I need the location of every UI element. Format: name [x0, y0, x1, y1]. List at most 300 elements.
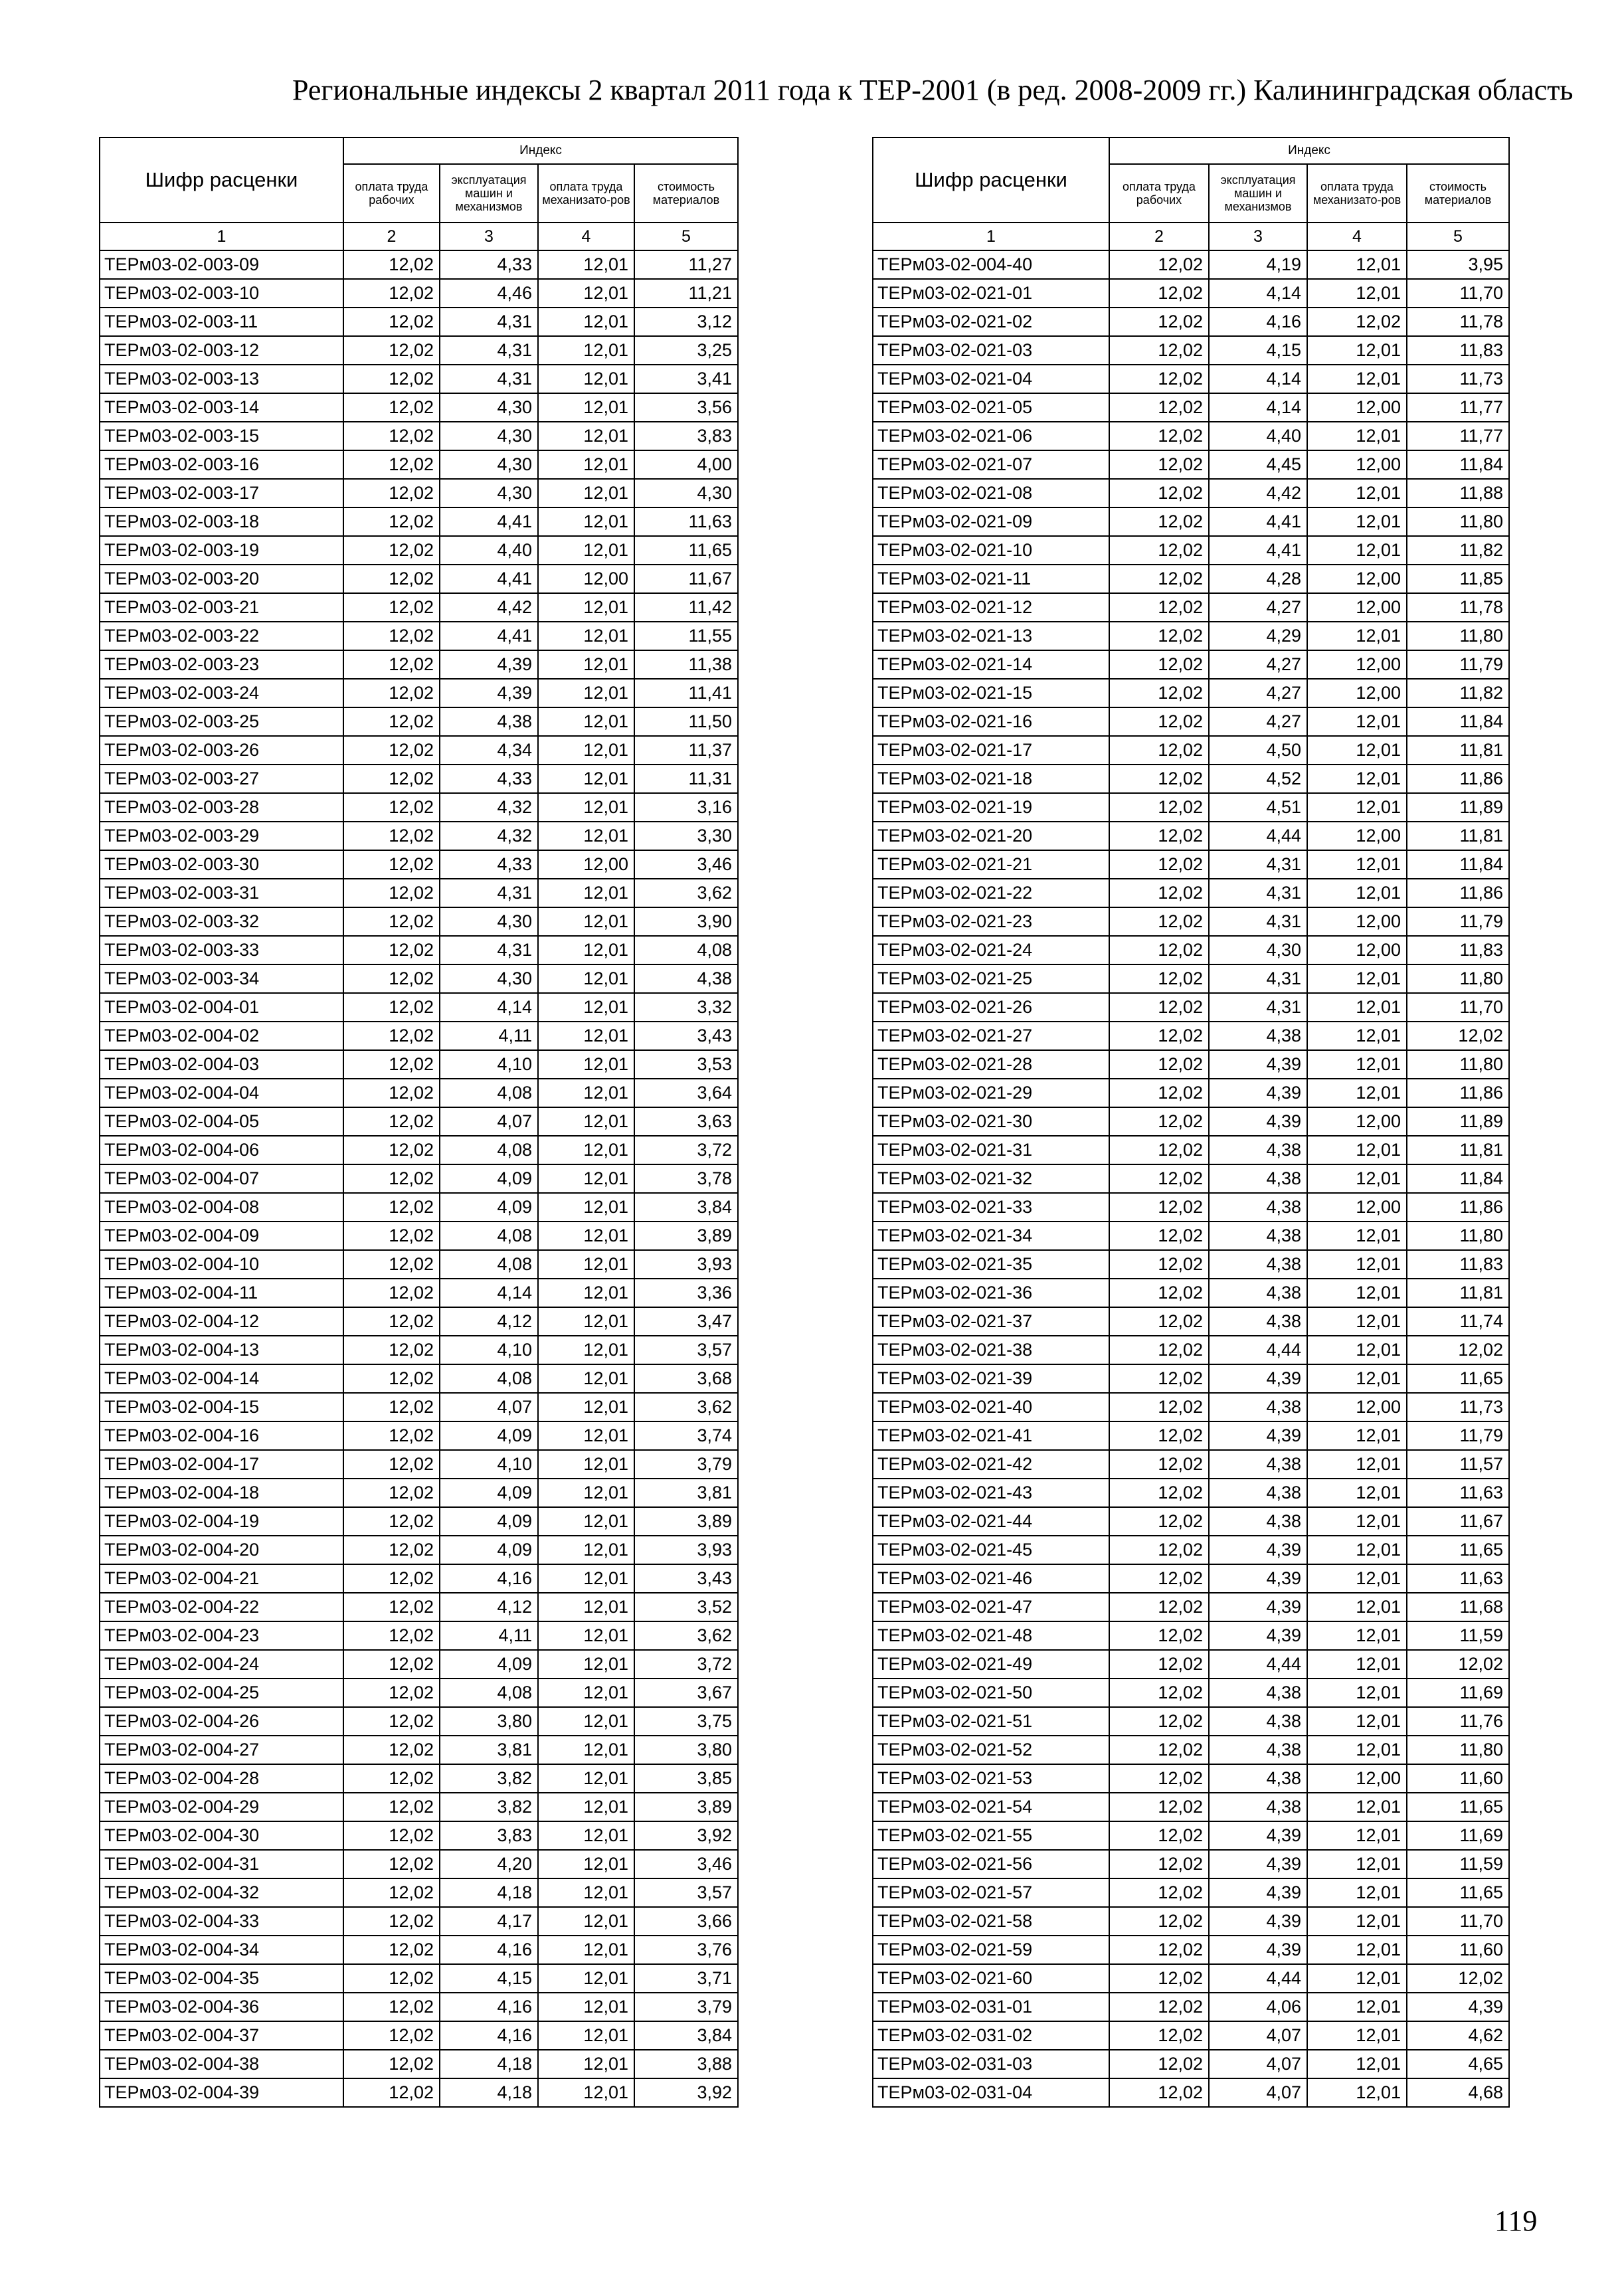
labor-index-cell: 12,02 [343, 422, 440, 450]
materials-index-cell: 11,80 [1407, 1222, 1509, 1250]
header-materials: стоимость материалов [634, 164, 738, 223]
labor-index-cell: 12,02 [1109, 1022, 1209, 1050]
rate-code-cell: ТЕРм03-02-021-55 [873, 1821, 1109, 1850]
labor-index-cell: 12,02 [1109, 1878, 1209, 1907]
table-row [100, 393, 738, 422]
labor-index-cell: 12,02 [343, 1707, 440, 1736]
table-row [100, 450, 738, 479]
materials-index-cell: 11,73 [1407, 365, 1509, 393]
rate-code-cell: ТЕРм03-02-021-16 [873, 707, 1109, 736]
labor-index-cell: 12,02 [1109, 1336, 1209, 1364]
rate-code-cell: ТЕРм03-02-021-56 [873, 1850, 1109, 1878]
rate-code-cell: ТЕРм03-02-021-45 [873, 1536, 1109, 1564]
machinists-index-cell: 12,01 [538, 1079, 634, 1107]
machinists-index-cell: 12,01 [538, 2021, 634, 2050]
machinists-index-cell: 12,01 [1307, 1621, 1407, 1650]
machinists-index-cell: 12,01 [1307, 1022, 1407, 1050]
table-row [873, 1707, 1509, 1736]
table-row [873, 1279, 1509, 1307]
table-row [873, 1107, 1509, 1136]
machinists-index-cell: 12,01 [538, 308, 634, 336]
table-row [873, 907, 1509, 936]
labor-index-cell: 12,02 [343, 1507, 440, 1536]
machinists-index-cell: 12,01 [1307, 1279, 1407, 1307]
labor-index-cell: 12,02 [343, 2021, 440, 2050]
labor-index-cell: 12,02 [343, 1650, 440, 1679]
machinists-index-cell: 12,01 [538, 1821, 634, 1850]
table-row [873, 536, 1509, 565]
labor-index-cell: 12,02 [343, 1564, 440, 1593]
rate-code-cell: ТЕРм03-02-004-21 [100, 1564, 343, 1593]
machinists-index-cell: 12,01 [538, 707, 634, 736]
labor-index-cell: 12,02 [1109, 1222, 1209, 1250]
header-labor: оплата труда рабочих [343, 164, 440, 223]
machinists-index-cell: 12,01 [538, 1593, 634, 1621]
machines-index-cell: 4,31 [1209, 964, 1307, 993]
labor-index-cell: 12,02 [1109, 993, 1209, 1022]
table-row [873, 1593, 1509, 1621]
materials-index-cell: 12,02 [1407, 1650, 1509, 1679]
machinists-index-cell: 12,01 [1307, 1336, 1407, 1364]
header-index: Индекс [1109, 137, 1509, 164]
machines-index-cell: 4,31 [1209, 879, 1307, 907]
labor-index-cell: 12,02 [343, 1850, 440, 1878]
rate-code-cell: ТЕРм03-02-021-39 [873, 1364, 1109, 1393]
machines-index-cell: 4,46 [440, 279, 538, 308]
materials-index-cell: 3,83 [634, 422, 738, 450]
rate-code-cell: ТЕРм03-02-021-46 [873, 1564, 1109, 1593]
rate-code-cell: ТЕРм03-02-003-23 [100, 650, 343, 679]
rate-code-cell: ТЕРм03-02-003-27 [100, 765, 343, 793]
rate-code-cell: ТЕРм03-02-021-32 [873, 1164, 1109, 1193]
materials-index-cell: 11,70 [1407, 279, 1509, 308]
rate-code-cell: ТЕРм03-02-003-33 [100, 936, 343, 964]
rate-code-cell: ТЕРм03-02-021-41 [873, 1421, 1109, 1450]
materials-index-cell: 3,66 [634, 1907, 738, 1936]
machines-index-cell: 4,30 [1209, 936, 1307, 964]
table-row [873, 993, 1509, 1022]
table-row [873, 1907, 1509, 1936]
machinists-index-cell: 12,01 [538, 793, 634, 822]
table-row [100, 1907, 738, 1936]
machines-index-cell: 4,14 [440, 993, 538, 1022]
rate-code-cell: ТЕРм03-02-004-15 [100, 1393, 343, 1421]
materials-index-cell: 11,70 [1407, 1907, 1509, 1936]
table-row [100, 1507, 738, 1536]
table-row [873, 1507, 1509, 1536]
machines-index-cell: 4,39 [1209, 1907, 1307, 1936]
rate-code-cell: ТЕРм03-02-003-18 [100, 507, 343, 536]
materials-index-cell: 11,84 [1407, 1164, 1509, 1193]
rate-code-cell: ТЕРм03-02-004-27 [100, 1736, 343, 1764]
machinists-index-cell: 12,01 [1307, 479, 1407, 507]
table-row [873, 1564, 1509, 1593]
rate-code-cell: ТЕРм03-02-004-25 [100, 1679, 343, 1707]
rate-code-cell: ТЕРм03-02-021-60 [873, 1964, 1109, 1993]
materials-index-cell: 11,65 [634, 536, 738, 565]
table-row [100, 279, 738, 308]
machines-index-cell: 4,08 [440, 1250, 538, 1279]
table-row [873, 279, 1509, 308]
table-row [873, 936, 1509, 964]
materials-index-cell: 3,57 [634, 1336, 738, 1364]
rate-code-cell: ТЕРм03-02-021-58 [873, 1907, 1109, 1936]
machines-index-cell: 4,38 [1209, 1136, 1307, 1164]
machinists-index-cell: 12,01 [1307, 850, 1407, 879]
machinists-index-cell: 12,01 [538, 1279, 634, 1307]
labor-index-cell: 12,02 [343, 1993, 440, 2021]
machines-index-cell: 4,27 [1209, 593, 1307, 622]
machines-index-cell: 4,14 [1209, 365, 1307, 393]
table-row [100, 1050, 738, 1079]
col-number: 3 [1209, 223, 1307, 250]
materials-index-cell: 11,37 [634, 736, 738, 765]
table-row [100, 1421, 738, 1450]
table-row [873, 707, 1509, 736]
labor-index-cell: 12,02 [1109, 679, 1209, 707]
labor-index-cell: 12,02 [1109, 507, 1209, 536]
rate-code-cell: ТЕРм03-02-004-29 [100, 1793, 343, 1821]
table-row [873, 822, 1509, 850]
rate-code-cell: ТЕРм03-02-021-12 [873, 593, 1109, 622]
machines-index-cell: 4,44 [1209, 1336, 1307, 1364]
header-machinists: оплата труда механизато-ров [538, 164, 634, 223]
machinists-index-cell: 12,01 [538, 1536, 634, 1564]
machines-index-cell: 4,31 [1209, 907, 1307, 936]
machines-index-cell: 3,82 [440, 1764, 538, 1793]
table-row [873, 1650, 1509, 1679]
labor-index-cell: 12,02 [343, 1736, 440, 1764]
machinists-index-cell: 12,01 [538, 250, 634, 279]
table-row [873, 1964, 1509, 1993]
materials-index-cell: 3,84 [634, 1193, 738, 1222]
labor-index-cell: 12,02 [343, 1136, 440, 1164]
machines-index-cell: 4,38 [1209, 1736, 1307, 1764]
labor-index-cell: 12,02 [343, 879, 440, 907]
rate-code-cell: ТЕРм03-02-021-17 [873, 736, 1109, 765]
machines-index-cell: 4,42 [440, 593, 538, 622]
labor-index-cell: 12,02 [343, 1878, 440, 1907]
machines-index-cell: 4,39 [1209, 1079, 1307, 1107]
materials-index-cell: 11,79 [1407, 1421, 1509, 1450]
machines-index-cell: 4,31 [440, 936, 538, 964]
materials-index-cell: 11,59 [1407, 1850, 1509, 1878]
materials-index-cell: 11,85 [1407, 565, 1509, 593]
header-machines: эксплуатация машин и механизмов [1209, 164, 1307, 223]
table-row [873, 1878, 1509, 1907]
materials-index-cell: 11,65 [1407, 1536, 1509, 1564]
labor-index-cell: 12,02 [343, 1936, 440, 1964]
materials-index-cell: 3,43 [634, 1022, 738, 1050]
rate-code-cell: ТЕРм03-02-003-16 [100, 450, 343, 479]
materials-index-cell: 3,16 [634, 793, 738, 822]
labor-index-cell: 12,02 [343, 1536, 440, 1564]
machines-index-cell: 4,38 [1209, 1764, 1307, 1793]
labor-index-cell: 12,02 [343, 1593, 440, 1621]
rate-code-cell: ТЕРм03-02-021-38 [873, 1336, 1109, 1364]
machinists-index-cell: 12,00 [1307, 1107, 1407, 1136]
materials-index-cell: 3,78 [634, 1164, 738, 1193]
machines-index-cell: 4,33 [440, 850, 538, 879]
machines-index-cell: 4,38 [1209, 1164, 1307, 1193]
rate-code-cell: ТЕРм03-02-003-17 [100, 479, 343, 507]
labor-index-cell: 12,02 [1109, 479, 1209, 507]
machinists-index-cell: 12,01 [538, 1450, 634, 1479]
labor-index-cell: 12,02 [1109, 336, 1209, 365]
machines-index-cell: 4,08 [440, 1079, 538, 1107]
materials-index-cell: 11,82 [1407, 536, 1509, 565]
machinists-index-cell: 12,01 [538, 279, 634, 308]
rate-code-cell: ТЕРм03-02-021-20 [873, 822, 1109, 850]
materials-index-cell: 11,21 [634, 279, 738, 308]
materials-index-cell: 11,59 [1407, 1621, 1509, 1650]
labor-index-cell: 12,02 [1109, 2078, 1209, 2107]
materials-index-cell: 3,62 [634, 879, 738, 907]
machines-index-cell: 4,41 [440, 565, 538, 593]
labor-index-cell: 12,02 [343, 993, 440, 1022]
machines-index-cell: 4,10 [440, 1050, 538, 1079]
machinists-index-cell: 12,01 [538, 936, 634, 964]
machinists-index-cell: 12,01 [1307, 964, 1407, 993]
labor-index-cell: 12,02 [1109, 2050, 1209, 2078]
rate-code-cell: ТЕРм03-02-004-03 [100, 1050, 343, 1079]
rate-code-cell: ТЕРм03-02-021-49 [873, 1650, 1109, 1679]
labor-index-cell: 12,02 [1109, 250, 1209, 279]
labor-index-cell: 12,02 [343, 479, 440, 507]
rate-code-cell: ТЕРм03-02-004-19 [100, 1507, 343, 1536]
rate-code-cell: ТЕРм03-02-021-07 [873, 450, 1109, 479]
table-row [873, 1821, 1509, 1850]
rate-code-cell: ТЕРм03-02-004-35 [100, 1964, 343, 1993]
machines-index-cell: 4,50 [1209, 736, 1307, 765]
labor-index-cell: 12,02 [343, 507, 440, 536]
rate-code-cell: ТЕРм03-02-004-28 [100, 1764, 343, 1793]
machinists-index-cell: 12,01 [538, 879, 634, 907]
table-row [100, 993, 738, 1022]
rate-code-cell: ТЕРм03-02-021-31 [873, 1136, 1109, 1164]
labor-index-cell: 12,02 [343, 1307, 440, 1336]
rate-code-cell: ТЕРм03-02-003-20 [100, 565, 343, 593]
rate-code-cell: ТЕРм03-02-004-33 [100, 1907, 343, 1936]
materials-index-cell: 3,72 [634, 1136, 738, 1164]
machines-index-cell: 4,12 [440, 1307, 538, 1336]
table-row [873, 850, 1509, 879]
rate-code-cell: ТЕРм03-02-004-09 [100, 1222, 343, 1250]
labor-index-cell: 12,02 [343, 593, 440, 622]
materials-index-cell: 3,92 [634, 1821, 738, 1850]
labor-index-cell: 12,02 [343, 1393, 440, 1421]
materials-index-cell: 3,52 [634, 1593, 738, 1621]
rate-code-cell: ТЕРм03-02-021-23 [873, 907, 1109, 936]
materials-index-cell: 3,72 [634, 1650, 738, 1679]
rate-code-cell: ТЕРм03-02-021-25 [873, 964, 1109, 993]
machinists-index-cell: 12,01 [1307, 1650, 1407, 1679]
rate-code-cell: ТЕРм03-02-004-12 [100, 1307, 343, 1336]
materials-index-cell: 11,69 [1407, 1821, 1509, 1850]
labor-index-cell: 12,02 [1109, 1136, 1209, 1164]
rate-code-cell: ТЕРм03-02-004-40 [873, 250, 1109, 279]
machinists-index-cell: 12,01 [1307, 1993, 1407, 2021]
rate-code-cell: ТЕРм03-02-021-24 [873, 936, 1109, 964]
materials-index-cell: 11,80 [1407, 1736, 1509, 1764]
table-row [100, 793, 738, 822]
materials-index-cell: 11,81 [1407, 1279, 1509, 1307]
machines-index-cell: 4,09 [440, 1193, 538, 1222]
machines-index-cell: 4,51 [1209, 793, 1307, 822]
rate-code-cell: ТЕРм03-02-021-27 [873, 1022, 1109, 1050]
labor-index-cell: 12,02 [1109, 736, 1209, 765]
machinists-index-cell: 12,01 [538, 1336, 634, 1364]
labor-index-cell: 12,02 [1109, 1421, 1209, 1450]
rate-code-cell: ТЕРм03-02-004-23 [100, 1621, 343, 1650]
table-row [100, 593, 738, 622]
machinists-index-cell: 12,01 [538, 1993, 634, 2021]
materials-index-cell: 11,65 [1407, 1364, 1509, 1393]
machines-index-cell: 4,39 [1209, 1564, 1307, 1593]
rate-code-cell: ТЕРм03-02-003-13 [100, 365, 343, 393]
materials-index-cell: 4,68 [1407, 2078, 1509, 2107]
rate-code-cell: ТЕРм03-02-003-11 [100, 308, 343, 336]
machines-index-cell: 4,41 [440, 622, 538, 650]
rate-code-cell: ТЕРм03-02-021-22 [873, 879, 1109, 907]
labor-index-cell: 12,02 [343, 964, 440, 993]
labor-index-cell: 12,02 [343, 1336, 440, 1364]
materials-index-cell: 11,42 [634, 593, 738, 622]
rate-code-cell: ТЕРм03-02-021-19 [873, 793, 1109, 822]
materials-index-cell: 3,75 [634, 1707, 738, 1736]
machines-index-cell: 4,30 [440, 422, 538, 450]
rate-code-cell: ТЕРм03-02-004-34 [100, 1936, 343, 1964]
labor-index-cell: 12,02 [343, 907, 440, 936]
col-number: 4 [1307, 223, 1407, 250]
table-row [873, 622, 1509, 650]
machinists-index-cell: 12,00 [538, 565, 634, 593]
machines-index-cell: 4,38 [1209, 1479, 1307, 1507]
rate-code-cell: ТЕРм03-02-003-14 [100, 393, 343, 422]
table-row [100, 622, 738, 650]
labor-index-cell: 12,02 [1109, 765, 1209, 793]
table-row [873, 479, 1509, 507]
machines-index-cell: 4,38 [1209, 1507, 1307, 1536]
table-row [100, 1364, 738, 1393]
labor-index-cell: 12,02 [343, 822, 440, 850]
machinists-index-cell: 12,00 [1307, 593, 1407, 622]
table-row [100, 822, 738, 850]
materials-index-cell: 11,60 [1407, 1936, 1509, 1964]
table-row [100, 336, 738, 365]
machinists-index-cell: 12,02 [1307, 308, 1407, 336]
machinists-index-cell: 12,00 [1307, 650, 1407, 679]
machines-index-cell: 4,08 [440, 1364, 538, 1393]
table-row [873, 736, 1509, 765]
table-row [100, 1650, 738, 1679]
machinists-index-cell: 12,01 [1307, 1907, 1407, 1936]
labor-index-cell: 12,02 [343, 308, 440, 336]
materials-index-cell: 3,89 [634, 1222, 738, 1250]
machinists-index-cell: 12,01 [538, 1250, 634, 1279]
machinists-index-cell: 12,01 [538, 1793, 634, 1821]
machines-index-cell: 4,44 [1209, 822, 1307, 850]
table-row [100, 1136, 738, 1164]
table-row [100, 736, 738, 765]
rate-code-cell: ТЕРм03-02-021-01 [873, 279, 1109, 308]
machinists-index-cell: 12,01 [1307, 2050, 1407, 2078]
machinists-index-cell: 12,01 [1307, 507, 1407, 536]
labor-index-cell: 12,02 [343, 2050, 440, 2078]
labor-index-cell: 12,02 [1109, 879, 1209, 907]
labor-index-cell: 12,02 [343, 1821, 440, 1850]
machinists-index-cell: 12,01 [1307, 1536, 1407, 1564]
table-row [100, 1479, 738, 1507]
machines-index-cell: 4,41 [1209, 536, 1307, 565]
machines-index-cell: 4,30 [440, 907, 538, 936]
labor-index-cell: 12,02 [1109, 1507, 1209, 1536]
materials-index-cell: 11,77 [1407, 393, 1509, 422]
machinists-index-cell: 12,01 [1307, 250, 1407, 279]
rate-code-cell: ТЕРм03-02-003-12 [100, 336, 343, 365]
machinists-index-cell: 12,01 [538, 507, 634, 536]
table-row [100, 1679, 738, 1707]
materials-index-cell: 11,86 [1407, 765, 1509, 793]
machines-index-cell: 4,38 [1209, 1707, 1307, 1736]
materials-index-cell: 11,80 [1407, 507, 1509, 536]
machinists-index-cell: 12,00 [1307, 936, 1407, 964]
table-row [100, 1536, 738, 1564]
rate-code-cell: ТЕРм03-02-031-04 [873, 2078, 1109, 2107]
materials-index-cell: 11,89 [1407, 1107, 1509, 1136]
machines-index-cell: 4,39 [1209, 1593, 1307, 1621]
table-row [100, 1878, 738, 1907]
machinists-index-cell: 12,01 [538, 822, 634, 850]
machines-index-cell: 4,09 [440, 1479, 538, 1507]
materials-index-cell: 3,85 [634, 1764, 738, 1793]
labor-index-cell: 12,02 [1109, 1850, 1209, 1878]
labor-index-cell: 12,02 [1109, 1736, 1209, 1764]
rate-code-cell: ТЕРм03-02-021-33 [873, 1193, 1109, 1222]
labor-index-cell: 12,02 [343, 1022, 440, 1050]
machinists-index-cell: 12,01 [538, 1193, 634, 1222]
rate-code-cell: ТЕРм03-02-021-53 [873, 1764, 1109, 1793]
materials-index-cell: 3,74 [634, 1421, 738, 1450]
materials-index-cell: 3,12 [634, 308, 738, 336]
labor-index-cell: 12,02 [1109, 1764, 1209, 1793]
materials-index-cell: 11,55 [634, 622, 738, 650]
col-number: 1 [100, 223, 343, 250]
rate-code-cell: ТЕРм03-02-021-43 [873, 1479, 1109, 1507]
labor-index-cell: 12,02 [1109, 707, 1209, 736]
labor-index-cell: 12,02 [343, 365, 440, 393]
table-row [873, 1993, 1509, 2021]
table-row [873, 1164, 1509, 1193]
machinists-index-cell: 12,01 [538, 2078, 634, 2107]
machines-index-cell: 4,14 [1209, 393, 1307, 422]
machinists-index-cell: 12,01 [1307, 879, 1407, 907]
machines-index-cell: 4,09 [440, 1164, 538, 1193]
table-row [873, 1421, 1509, 1450]
materials-index-cell: 11,89 [1407, 793, 1509, 822]
table-row [100, 879, 738, 907]
materials-index-cell: 11,63 [634, 507, 738, 536]
labor-index-cell: 12,02 [1109, 650, 1209, 679]
table-row [100, 650, 738, 679]
rate-code-cell: ТЕРм03-02-003-25 [100, 707, 343, 736]
rate-code-cell: ТЕРм03-02-021-48 [873, 1621, 1109, 1650]
table-row [873, 1079, 1509, 1107]
labor-index-cell: 12,02 [1109, 1450, 1209, 1479]
rate-code-cell: ТЕРм03-02-021-36 [873, 1279, 1109, 1307]
machines-index-cell: 4,39 [1209, 1107, 1307, 1136]
machines-index-cell: 4,39 [1209, 1878, 1307, 1907]
